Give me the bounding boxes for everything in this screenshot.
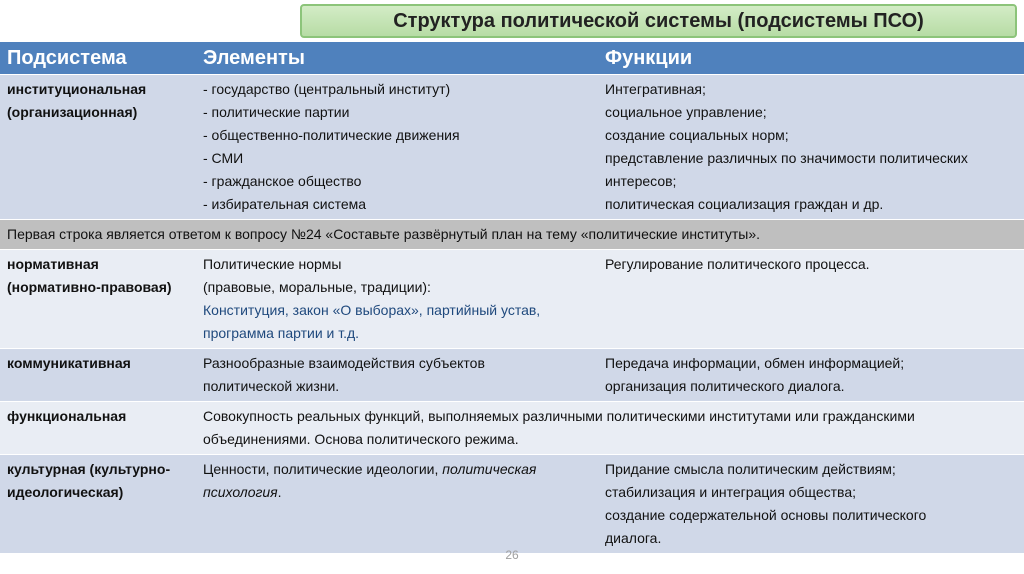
slide-title-text: Структура политической системы (подсистемы ПСО) (393, 9, 924, 32)
elements-merged-cell (196, 402, 1024, 455)
subsystem-cell (0, 455, 196, 554)
element-line (203, 481, 591, 504)
header-subsystem: Подсистема (0, 42, 196, 75)
function-line: Придание смысла политическим действиям; (605, 461, 896, 477)
element-line: - общественно-политические движения (203, 127, 460, 143)
element-line-highlight: Конституция, закон «О выборах», партийный устав, (203, 302, 541, 318)
element-line: - СМИ (203, 150, 244, 166)
element-italic: психология (203, 484, 278, 500)
element-line: - избирательная система (203, 196, 367, 212)
subsystem-text: идеологическая) (7, 484, 124, 500)
element-line: (правовые, моральные, традиции): (203, 279, 431, 295)
element-line: - государство (центральный институт) (203, 81, 451, 97)
table-row (0, 349, 1024, 402)
subsystem-text: коммуникативная (7, 355, 131, 371)
element-line: - гражданское общество (203, 173, 362, 189)
function-line: представление различных по значимости политических (605, 150, 968, 166)
page-number: 26 (505, 548, 519, 562)
note-text: Первая строка является ответом к вопросу №24 «Составьте развёрнутый план на тему «политические институты». (7, 226, 761, 242)
elements-cell (196, 250, 598, 349)
element-line: Разнообразные взаимодействия субъектов (203, 355, 485, 371)
subsystem-text: (организационная) (7, 104, 138, 120)
subsystem-cell (0, 349, 196, 402)
functions-cell (598, 250, 1024, 349)
function-line: организация политического диалога. (605, 378, 845, 394)
subsystem-text: функциональная (7, 408, 127, 424)
table-row (0, 250, 1024, 349)
element-line: Совокупность реальных функций, выполняемых различными политическими институтами или гражданскими (203, 408, 915, 424)
element-end: . (277, 484, 282, 500)
table-header-row (0, 42, 1024, 75)
function-line: интересов; (605, 173, 677, 189)
subsystem-cell (0, 402, 196, 455)
functions-cell (598, 349, 1024, 402)
function-line: социальное управление; (605, 104, 767, 120)
element-line: политической жизни. (203, 378, 340, 394)
table-row (0, 402, 1024, 455)
subsystem-text: институциональная (7, 81, 147, 97)
function-line: стабилизация и интеграция общества; (605, 484, 856, 500)
table-row (0, 75, 1024, 220)
element-line: Политические нормы (203, 256, 342, 272)
element-line: - политические партии (203, 104, 350, 120)
table-row (0, 455, 1024, 554)
element-line: объединениями. Основа политического режима. (203, 431, 519, 447)
function-line: Интегративная; (605, 81, 706, 97)
element-line (203, 458, 591, 481)
function-line: диалога. (605, 530, 662, 546)
function-line: Передача информации, обмен информацией; (605, 355, 905, 371)
subsystems-table (0, 42, 1024, 554)
function-line: Регулирование политического процесса. (605, 256, 870, 272)
functions-cell (598, 75, 1024, 220)
element-italic: политическая (442, 461, 537, 477)
elements-cell (196, 349, 598, 402)
subsystem-cell (0, 75, 196, 220)
subsystem-cell (0, 250, 196, 349)
element-line-highlight: программа партии и т.д. (203, 325, 360, 341)
elements-cell (196, 455, 598, 554)
note-cell (0, 220, 1024, 250)
subsystem-text: культурная (культурно- (7, 461, 171, 477)
element-plain: Ценности, политические идеологии, (203, 461, 443, 477)
note-row (0, 220, 1024, 250)
slide-title (300, 4, 1017, 38)
header-elements: Элементы (196, 42, 598, 75)
functions-cell (598, 455, 1024, 554)
function-line: создание содержательной основы политического (605, 507, 927, 523)
subsystem-text: (нормативно-правовая) (7, 279, 172, 295)
header-functions: Функции (598, 42, 1024, 75)
subsystem-text: нормативная (7, 256, 99, 272)
function-line: создание социальных норм; (605, 127, 789, 143)
elements-cell (196, 75, 598, 220)
function-line: политическая социализация граждан и др. (605, 196, 884, 212)
